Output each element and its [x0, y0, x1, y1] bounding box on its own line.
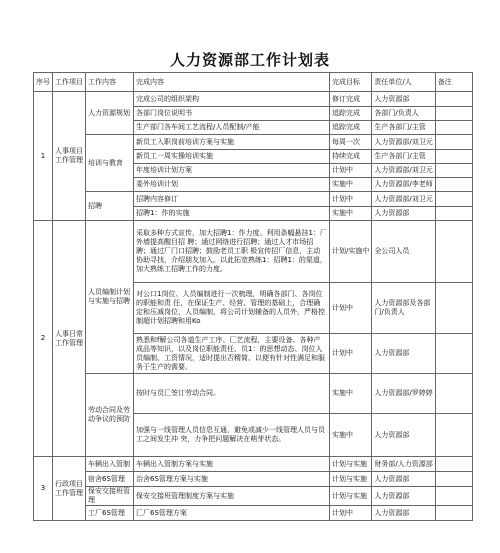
goal-cell: 追踪完成: [330, 121, 372, 135]
detail-cell: 匚厂6S管理方案: [134, 506, 330, 521]
owner-cell: 人力资源部及各部门/负责人: [372, 283, 435, 334]
owner-cell: 人力资源部: [372, 506, 435, 521]
work-content-cell: 劳动合同及劳动争议的预防: [86, 374, 134, 457]
page-title: 人力资源部工作计划表: [169, 51, 330, 69]
goal-cell: 计划中: [330, 334, 372, 374]
owner-cell: 人力资源部: [372, 414, 435, 457]
remark-cell: [435, 192, 472, 207]
goal-cell: 计划与实施: [330, 457, 372, 472]
remark-cell: [435, 414, 472, 457]
header-cell-goal: 完成目标: [330, 73, 372, 92]
owner-cell: 人力资源部: [372, 487, 435, 506]
remark-cell: [435, 472, 472, 487]
detail-cell: 招聘1：作的实施: [134, 207, 330, 221]
owner-cell: 财务部/人力资源部: [372, 457, 435, 472]
detail-cell: 委外培训计划: [134, 178, 330, 192]
owner-cell: 人力资源部/李老师: [372, 178, 435, 192]
goal-cell: 计划中: [330, 283, 372, 334]
goal-cell: 追踪完成: [330, 107, 372, 121]
table-row: [34, 457, 473, 472]
goal-cell: 实施中: [330, 178, 372, 192]
remark-cell: [435, 283, 472, 334]
work-content-cell: 人力资源规划: [86, 92, 134, 135]
header-cell-owner: 责任单位/人: [372, 73, 435, 92]
group-number-cell: 2: [34, 221, 53, 457]
detail-cell: 各部门岗位说明书: [134, 107, 330, 121]
work-content-cell: 车辆出入管制: [86, 457, 134, 472]
detail-cell: 治舍6S管理方案与实施: [134, 472, 330, 487]
goal-cell: 实施中: [330, 374, 372, 414]
group-number-cell: 1: [34, 92, 53, 221]
owner-cell: 人力资源部/刘卫元: [372, 192, 435, 207]
goal-cell: 修订完成: [330, 92, 372, 107]
detail-cell: 生产部门各车间工艺流程/人员配制/产能: [134, 121, 330, 135]
work-plan-table: [33, 72, 473, 521]
header-row: [34, 73, 473, 92]
header-cell-detail: 完成内容: [134, 73, 330, 92]
table-row: [34, 135, 473, 150]
remark-cell: [435, 487, 472, 506]
table-row: [34, 192, 473, 207]
goal-cell: 持续完成: [330, 150, 372, 164]
remark-cell: [435, 121, 472, 135]
work-content-cell: 招聘: [86, 192, 134, 221]
remark-cell: [435, 207, 472, 221]
owner-cell: 人力资源部: [372, 472, 435, 487]
detail-cell: 新员工一周实操培训实施: [134, 150, 330, 164]
detail-cell: 熟悉和f解公司各道生产工序、匚艺流程，主要设备、各种产成品等知识，以及岗位职能责任、员1：的思想动态、岗位人员编制、工资情况，适时提出否精简、以便有针对性满足和服务于生产的需要。: [134, 334, 330, 374]
remark-cell: [435, 221, 472, 283]
work-content-cell: 人员编制计划与实施与招聘: [86, 221, 134, 374]
work-content-cell: 宿舍6S管理: [86, 472, 134, 487]
group-number-cell: 3: [34, 457, 53, 521]
goal-cell: 计划/实施中: [330, 221, 372, 283]
work-project-cell: 人事日常工作管理: [53, 221, 86, 457]
owner-cell: 人力资源部/刘卫元: [372, 164, 435, 178]
detail-cell: 车辆出入管制方案与实施: [134, 457, 330, 472]
goal-cell: 实施中: [330, 207, 372, 221]
detail-cell: 招聘内容修订: [134, 192, 330, 207]
table-row: [34, 506, 473, 521]
header-cell-no: 序号: [34, 73, 53, 92]
work-project-cell: 行政项目工作管理: [53, 457, 86, 521]
work-project-cell: 人事项目工作管理: [53, 92, 86, 221]
detail-cell: 对公口1岗位、人员编制进行一次梳理，明确各部门、各岗位的职能和责 任，在保证生产、经营、管理的基础上，合理确定和压减岗位，人员编制，将公司计划辅备的人员外，严格控制超计划招聘和用Ko: [134, 283, 330, 334]
goal-cell: 实施中: [330, 414, 372, 457]
remark-cell: [435, 178, 472, 192]
detail-cell: 年度培训计划方案: [134, 164, 330, 178]
table-body: [34, 73, 473, 521]
remark-cell: [435, 107, 472, 121]
work-content-cell: 培训与教育: [86, 135, 134, 192]
owner-cell: 人力资源部/罗婷婷: [372, 374, 435, 414]
detail-cell: 保安交接班管理制度方案与实施: [134, 487, 330, 506]
goal-cell: 每周一次: [330, 135, 372, 150]
work-content-cell: 工厂6S管理: [86, 506, 134, 521]
header-cell-content: 工作内容: [86, 73, 134, 92]
owner-cell: 各部门/负责人: [372, 107, 435, 121]
owner-cell: 人力资源部/刘卫元: [372, 135, 435, 150]
remark-cell: [435, 92, 472, 107]
goal-cell: 计划与实施: [330, 487, 372, 506]
owner-cell: 生产各部门/主管: [372, 121, 435, 135]
remark-cell: [435, 457, 472, 472]
table-row: [34, 487, 473, 506]
remark-cell: [435, 135, 472, 150]
goal-cell: 计划中: [330, 164, 372, 178]
owner-cell: 全公司人员: [372, 221, 435, 283]
table-row: [34, 221, 473, 283]
header-cell-remark: 备注: [435, 73, 472, 92]
remark-cell: [435, 506, 472, 521]
owner-cell: 生产各部门/主管: [372, 150, 435, 164]
goal-cell: 计划中: [330, 192, 372, 207]
detail-cell: 新员工入职岗前培训方案与实施: [134, 135, 330, 150]
detail-cell: 加强与一线管理人员信息互通，避免或减少一线管理人员与员工之间发生冲 突，力争把问题解决在萌芽状态。: [134, 414, 330, 457]
detail-cell: 按时与员匚签订劳动合同。: [134, 374, 330, 414]
remark-cell: [435, 150, 472, 164]
work-content-cell: 保安交接班管理: [86, 487, 134, 506]
remark-cell: [435, 374, 472, 414]
detail-cell: 采取多种方式宣传，加大招聘1：作力度。利用条幅悬挂1：厂外墙提高醒目招 聘；通过网络进行招聘；通过人才市场招聘；通过厂门口招聘；鼓励老员工职 极宣传招厂信息，主动协助寻找，介绍朋友加入。以此拓宽熟练1：招聘1：的渠道，加大熟练工招聘工作的力度。: [134, 221, 330, 283]
header-cell-project: 工作项目: [53, 73, 86, 92]
owner-cell: 人力资源部: [372, 207, 435, 221]
owner-cell: 人力资源部: [372, 92, 435, 107]
table-row: [34, 374, 473, 414]
goal-cell: 计划与实施: [330, 472, 372, 487]
goal-cell: 计划中: [330, 506, 372, 521]
remark-cell: [435, 334, 472, 374]
detail-cell: 完成公司的组织架构: [134, 92, 330, 107]
table-row: [34, 472, 473, 487]
table-row: [34, 92, 473, 107]
remark-cell: [435, 164, 472, 178]
owner-cell: 人力资源部: [372, 334, 435, 374]
